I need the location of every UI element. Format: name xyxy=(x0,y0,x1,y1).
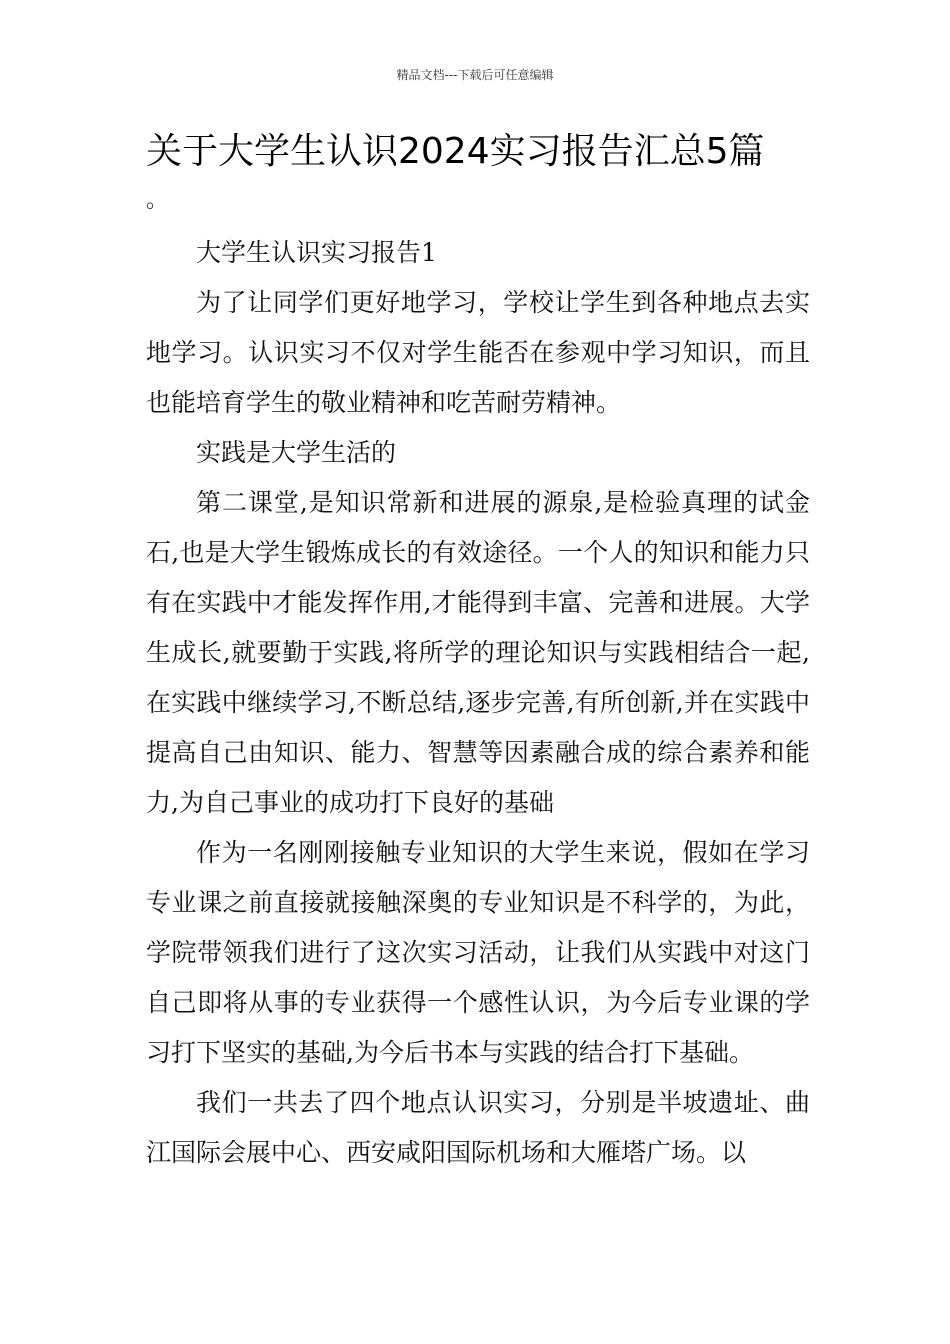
paragraph: 我们一共去了四个地点认识实习，分别是半坡遗址、曲江国际会展中心、西安咸阳国际机场和大雁塔广场。以 xyxy=(146,1088,810,1167)
paragraph: 实践是大学生活的 xyxy=(196,438,397,467)
document-title: 关于大学生认识2024实习报告汇总5篇 xyxy=(146,131,765,172)
paragraph: 作为一名刚刚接触专业知识的大学生来说，假如在学习专业课之前直接就接触深奥的专业知识是不科学的，为此，学院带领我们进行了这次实习活动，让我们从实践中对这门自己即将从事的专业获得一个感性认识，为今后专业课的学习打下坚实的基础,为今后书本与实践的结合打下基础。 xyxy=(146,838,810,1067)
paragraph: 为了让同学们更好地学习，学校让学生到各种地点去实地学习。认识实习不仅对学生能否在参观中学习知识，而且也能培育学生的敬业精神和吃苦耐劳精神。 xyxy=(146,288,810,417)
page-header: 精品文档---下载后可任意编辑 xyxy=(396,68,554,82)
paragraph: 第二课堂,是知识常新和进展的源泉,是检验真理的试金石,也是大学生锻炼成长的有效途径。一个人的知识和能力只有在实践中才能发挥作用,才能得到丰富、完善和进展。大学生成长,就要勤于实践,将所学的理论知识与实践相结合一起,在实践中继续学习,不断总结,逐步完善,有所创新,并在实践中提高自己由知识、能力、智慧等因素融合成的综合素养和能力,为自己事业的成功打下良好的基础 xyxy=(146,488,810,817)
document-body xyxy=(146,228,810,1178)
section-heading: 大学生认识实习报告1 xyxy=(196,238,437,267)
title-punctuation: 。 xyxy=(146,188,169,213)
